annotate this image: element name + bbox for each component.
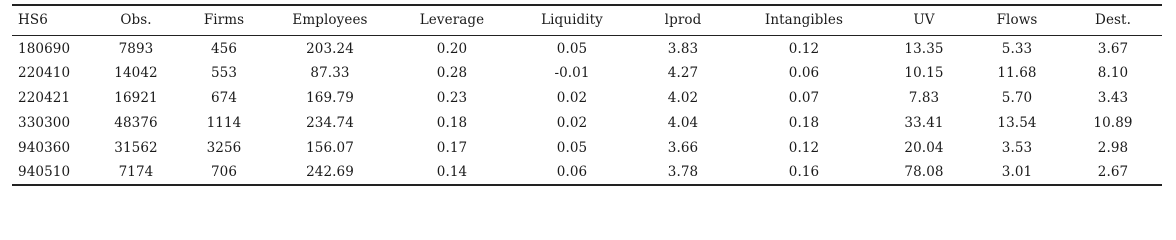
cell-employees: 156.07 bbox=[306, 139, 354, 156]
cell-lprod: 4.02 bbox=[667, 89, 699, 106]
cell-liquidity: 0.02 bbox=[556, 89, 588, 106]
cell-flows: 5.70 bbox=[1001, 89, 1033, 106]
cell-intangibles: 0.12 bbox=[788, 139, 820, 156]
cell-dest: 3.67 bbox=[1097, 40, 1129, 57]
table-row bbox=[12, 110, 1162, 135]
cell-leverage: 0.23 bbox=[436, 89, 468, 106]
cell-intangibles: 0.18 bbox=[788, 114, 820, 131]
table-row bbox=[12, 85, 1162, 110]
cell-flows: 13.54 bbox=[997, 114, 1037, 131]
table-body bbox=[12, 35, 1162, 185]
cell-liquidity: 0.02 bbox=[556, 114, 588, 131]
cell-hs6: 220421 bbox=[18, 89, 71, 106]
cell-hs6: 220410 bbox=[18, 64, 71, 81]
header-liquidity: Liquidity bbox=[541, 12, 603, 29]
cell-uv: 10.15 bbox=[904, 64, 944, 81]
header-intangibles: Intangibles bbox=[764, 12, 844, 29]
cell-obs: 14042 bbox=[114, 64, 158, 81]
cell-leverage: 0.20 bbox=[436, 40, 468, 57]
header-row bbox=[12, 5, 1162, 35]
cell-flows: 5.33 bbox=[1001, 40, 1033, 57]
header-dest: Dest. bbox=[1095, 12, 1131, 29]
cell-flows: 11.68 bbox=[997, 64, 1037, 81]
summary-statistics-table bbox=[12, 4, 1162, 186]
cell-flows: 3.53 bbox=[1001, 139, 1033, 156]
cell-lprod: 4.27 bbox=[667, 64, 699, 81]
cell-leverage: 0.28 bbox=[436, 64, 468, 81]
cell-obs: 7893 bbox=[118, 40, 154, 57]
cell-dest: 8.10 bbox=[1097, 64, 1129, 81]
cell-liquidity: 0.05 bbox=[556, 40, 588, 57]
table-row bbox=[12, 135, 1162, 160]
cell-intangibles: 0.12 bbox=[788, 40, 820, 57]
cell-hs6: 940360 bbox=[18, 139, 71, 156]
cell-leverage: 0.18 bbox=[436, 114, 468, 131]
cell-lprod: 3.66 bbox=[667, 139, 699, 156]
table-header bbox=[12, 5, 1162, 35]
cell-obs: 48376 bbox=[114, 114, 158, 131]
cell-hs6: 940510 bbox=[18, 164, 71, 180]
table-row bbox=[12, 160, 1162, 185]
cell-firms: 706 bbox=[210, 164, 238, 180]
cell-dest: 10.89 bbox=[1093, 114, 1133, 131]
header-lprod: lprod bbox=[664, 12, 702, 29]
header-employees: Employees bbox=[292, 12, 368, 29]
cell-uv: 13.35 bbox=[904, 40, 944, 57]
cell-lprod: 3.78 bbox=[667, 164, 699, 180]
cell-employees: 169.79 bbox=[306, 89, 354, 106]
cell-dest: 3.43 bbox=[1097, 89, 1129, 106]
cell-obs: 31562 bbox=[114, 139, 158, 156]
cell-lprod: 4.04 bbox=[667, 114, 699, 131]
cell-leverage: 0.17 bbox=[436, 139, 468, 156]
cell-uv: 7.83 bbox=[908, 89, 940, 106]
cell-liquidity: 0.06 bbox=[556, 164, 588, 180]
cell-hs6: 330300 bbox=[18, 114, 71, 131]
cell-firms: 3256 bbox=[206, 139, 242, 156]
header-leverage: Leverage bbox=[419, 12, 485, 29]
cell-hs6: 180690 bbox=[18, 40, 71, 57]
cell-intangibles: 0.16 bbox=[788, 164, 820, 180]
header-hs6: HS6 bbox=[18, 12, 48, 29]
cell-uv: 33.41 bbox=[904, 114, 944, 131]
cell-employees: 87.33 bbox=[310, 64, 350, 81]
cell-flows: 3.01 bbox=[1001, 164, 1033, 180]
cell-lprod: 3.83 bbox=[667, 40, 699, 57]
cell-liquidity: -0.01 bbox=[554, 64, 590, 81]
header-uv: UV bbox=[913, 12, 935, 29]
cell-dest: 2.67 bbox=[1097, 164, 1129, 180]
table-row bbox=[12, 60, 1162, 85]
cell-firms: 1114 bbox=[206, 114, 242, 131]
cell-employees: 242.69 bbox=[306, 164, 354, 180]
cell-dest: 2.98 bbox=[1097, 139, 1129, 156]
cell-firms: 456 bbox=[210, 40, 238, 57]
cell-uv: 20.04 bbox=[904, 139, 944, 156]
cell-employees: 234.74 bbox=[306, 114, 354, 131]
cell-firms: 674 bbox=[210, 89, 238, 106]
cell-leverage: 0.14 bbox=[436, 164, 468, 180]
cell-employees: 203.24 bbox=[306, 40, 354, 57]
cell-obs: 7174 bbox=[118, 164, 154, 180]
cell-obs: 16921 bbox=[114, 89, 158, 106]
cell-intangibles: 0.07 bbox=[788, 89, 820, 106]
header-obs: Obs. bbox=[120, 12, 152, 29]
cell-intangibles: 0.06 bbox=[788, 64, 820, 81]
header-firms: Firms bbox=[203, 12, 245, 29]
cell-uv: 78.08 bbox=[904, 164, 944, 180]
cell-liquidity: 0.05 bbox=[556, 139, 588, 156]
cell-firms: 553 bbox=[210, 64, 238, 81]
table-row bbox=[12, 35, 1162, 60]
header-flows: Flows bbox=[996, 12, 1038, 29]
